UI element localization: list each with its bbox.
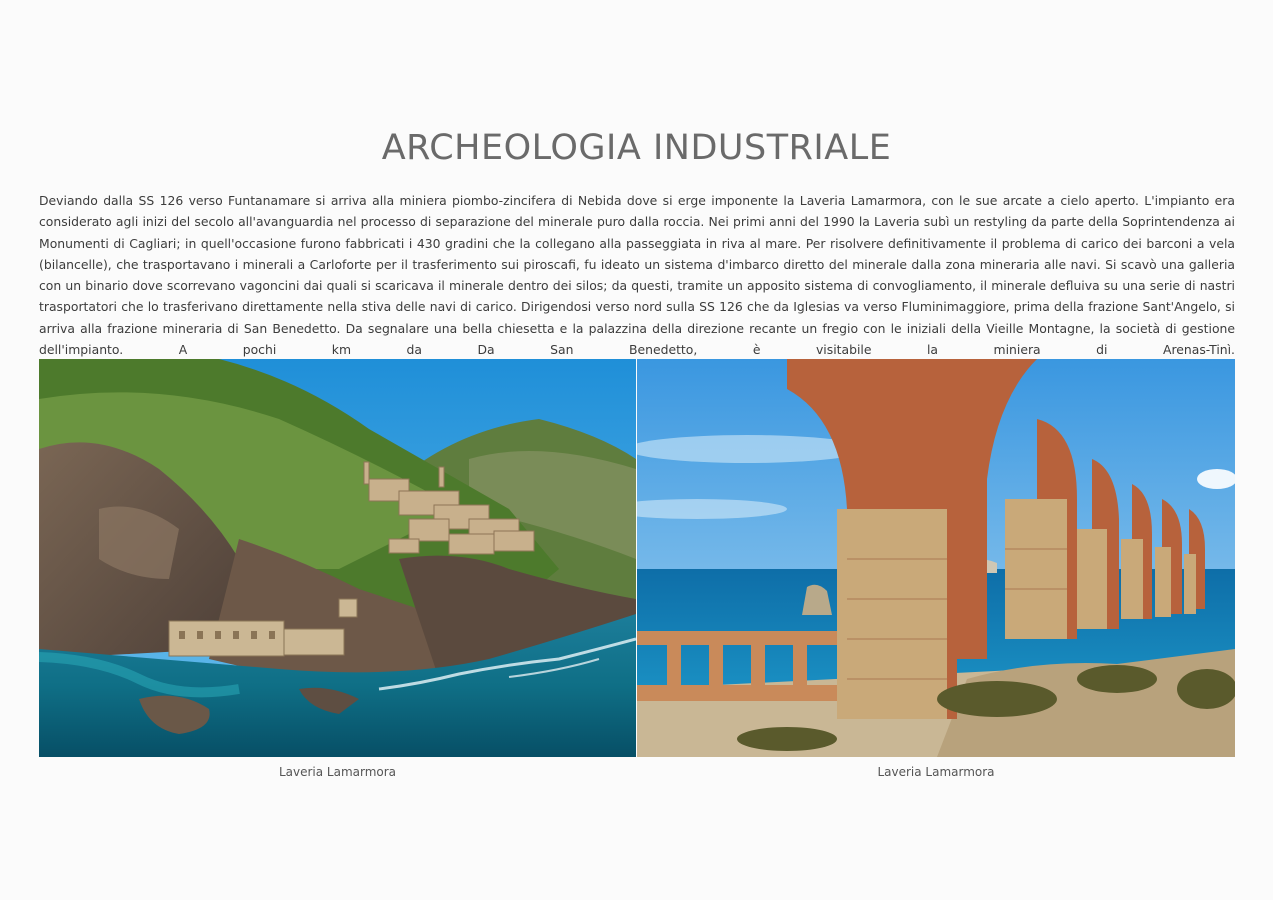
photo-caption-right: Laveria Lamarmora (877, 765, 995, 779)
body-paragraph: Deviando dalla SS 126 verso Funtanamare si arriva alla miniera piombo-zincifera di Nebida dove si erge imponente la Laveria Lamarmora, con le sue arcate a cielo aperto. L'impianto era considerato agli inizi del secolo all'avanguardia nel processo di separazione del minerale puro dalla roccia. Nei primi anni del 1990 la Laveria subì un restyling da parte della Soprintendenza ai Monumenti di Cagliari; in quell'occasione furono fabbricati i 430 gradini che la collegano alla passeggiata in riva al mare. Per risolvere definitivamente il problema di carico dei barconi a vela (bilancelle), che trasportavano i minerali a Carloforte per il trasferimento sui piroscafi, fu ideato un sistema d'imbarco diretto del minerale dalla zona mineraria alle navi. Si scavò una galleria con un binario dove scorrevano vagoncini dai quali si scaricava il minerale dentro dei silos; da questi, tramite un apposito sistema di convogliamento, il minerale defluiva su una serie di nastri trasportatori che lo trasferivano direttamente nella stiva delle navi di carico. Dirigendosi verso nord sulla SS 126 che da Iglesias va verso Fluminimaggiore, prima della frazione Sant'Angelo, si arriva alla frazione mineraria di San Benedetto. Da segnalare una bella chiesetta e la palazzina della direzione recante un fregio con le iniziali della Vieille Montagne, la società di gestione dell'impianto. A pochi km da Da San Benedetto, è visitabile la miniera di Arenas-Tinì. (39, 193, 1235, 358)
photo-caption-left: Laveria Lamarmora (278, 765, 397, 779)
photo-laveria-arches (637, 359, 1235, 757)
page-title: ARCHEOLOGIA INDUSTRIALE (381, 128, 892, 168)
photo-laveria-cliff (39, 359, 636, 757)
